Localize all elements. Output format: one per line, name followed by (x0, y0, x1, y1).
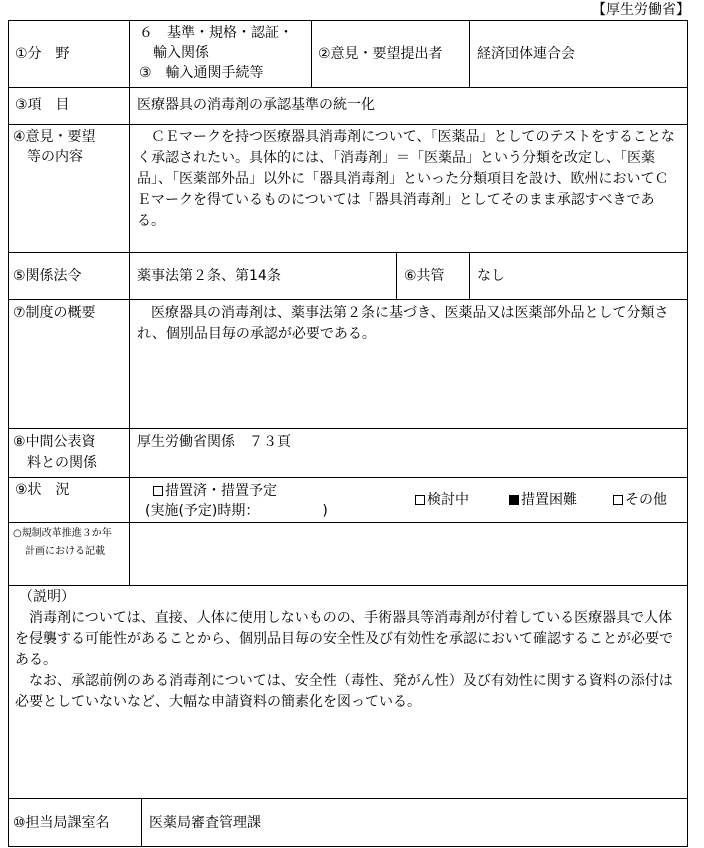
interim-value: 厚生労働省関係 ７３頁 (137, 434, 291, 450)
field-value-line1: ６ 基準・規格・認証・ (139, 25, 293, 41)
plan-label-line1: ○規制改革推進３か年 (13, 528, 112, 539)
office-label: ⑩担当局課室名 (13, 815, 110, 831)
row-divider (9, 124, 687, 125)
office-value: 医薬局審査管理課 (149, 815, 261, 831)
status-option-other: その他 (613, 490, 667, 510)
item-label: ③項 目 (15, 97, 70, 113)
row-divider (9, 299, 687, 300)
field-value-line3: ③ 輸入通関手続等 (139, 65, 264, 81)
row-divider (9, 252, 687, 253)
item-value: 医療器具の消毒剤の承認基準の統一化 (137, 97, 375, 113)
interim-label-line2: 料との関係 (27, 455, 97, 471)
explanation-heading: （説明） (19, 589, 75, 605)
system-content: 医療器具の消毒剤は、薬事法第２条に基づき、医薬品又は医薬部外品として分類され、個別品目毎の承認が必要である。 (137, 305, 669, 342)
status-label: ⑨状 況 (15, 482, 70, 498)
checkbox-unchecked-icon (613, 495, 623, 505)
joint-value: なし (477, 268, 505, 284)
checkbox-unchecked-icon (153, 486, 163, 496)
law-label: ⑤関係法令 (13, 268, 82, 284)
column-divider (469, 21, 470, 88)
status-period: (実施(予定)時期： ) (145, 503, 328, 519)
status-option-difficult: 措置困難 (509, 490, 577, 510)
office-column-divider (141, 798, 142, 847)
row-divider (9, 798, 687, 799)
checkbox-checked-icon (509, 495, 519, 505)
law-value: 薬事法第２条、第14条 (137, 268, 281, 284)
field-value-line2: 輸入関係 (153, 45, 209, 61)
request-form-table (8, 20, 688, 847)
explanation-para1: 消毒剤については、直接、人体に使用しないものの、手術器具等消毒剤が付着している医療器具で人体を侵襲する可能性があることから、個別品目毎の安全性及び有効性を承認において確認することが必要である。 (15, 610, 673, 668)
submitter-label: ②意見・要望提出者 (318, 46, 443, 62)
request-content: ＣＥマークを持つ医療器具消毒剤について、「医薬品」としてのテストをすることなく承認されたい。具体的には、「消毒剤」＝「医薬品」という分類を改定し、「医薬品」、「医薬部外品」以外に「器具消毒剤」といった分類項目を設け、欧州においてＣＥマークを得ているものについては「器具消毒剤」としてそのまま承認すべきである。 (137, 129, 675, 229)
label-column-divider (129, 21, 130, 586)
column-divider (311, 21, 312, 88)
row-divider (9, 522, 687, 523)
row-divider (9, 428, 687, 429)
column-divider (469, 252, 470, 300)
checkbox-unchecked-icon (415, 495, 425, 505)
field-label: ①分 野 (15, 46, 70, 62)
row-divider (9, 477, 687, 478)
column-divider (396, 252, 397, 300)
submitter-value: 経済団体連合会 (477, 46, 575, 62)
request-label-line1: ④意見・要望 (13, 129, 96, 145)
ministry-label: 【厚生労働省】 (592, 2, 690, 18)
status-option-reviewing: 検討中 (415, 490, 469, 510)
joint-label: ⑥共管 (404, 268, 445, 284)
explanation-para2: なお、承認前例のある消毒剤については、安全性（毒性、発がん性）及び有効性に関する資料の添付は必要としていないなど、大幅な申請資料の簡素化を図っている。 (15, 673, 673, 710)
request-label-line2: 等の内容 (27, 149, 83, 165)
interim-label-line1: ⑧中間公表資 (13, 434, 96, 450)
row-divider (9, 585, 687, 586)
plan-label-line2: 計画における記載 (25, 546, 105, 557)
status-option-done: 措置済・措置予定 (153, 481, 277, 501)
system-label: ⑦制度の概要 (13, 305, 96, 321)
row-divider (9, 87, 687, 88)
